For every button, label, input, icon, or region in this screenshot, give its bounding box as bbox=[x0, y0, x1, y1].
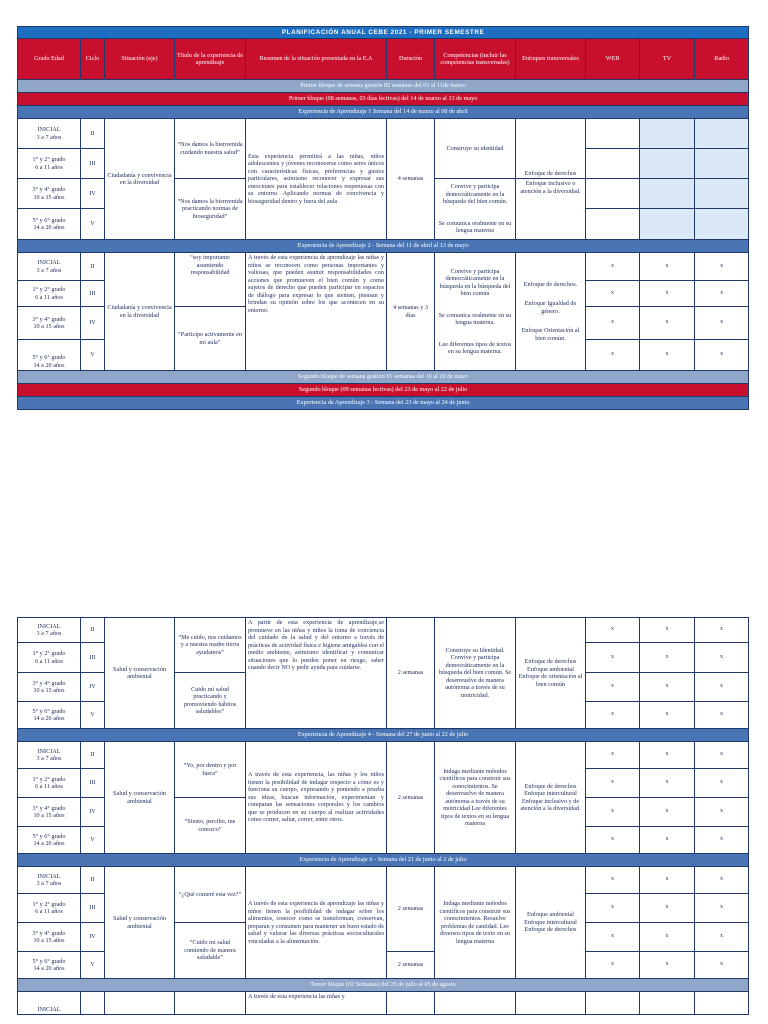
tv-mark: x bbox=[640, 798, 695, 827]
band-ea3: Experiencia de Aprendizaje 3 - Semana del 23 de mayo al 24 de junio bbox=[18, 397, 749, 410]
band-segundo-bloque: Segundo bloque (09 semanas lectivas) del 23 de mayo al 22 de julio bbox=[18, 384, 749, 397]
grade-cell: INICIAL bbox=[18, 992, 81, 1015]
radio-mark: x bbox=[695, 742, 749, 769]
competencia-cell bbox=[435, 179, 516, 240]
radio-mark: x bbox=[695, 281, 749, 307]
planning-table-page-1 bbox=[17, 26, 748, 410]
grade-cell: 5° y 6° grado 14 a 20 años bbox=[18, 827, 81, 854]
tv-mark: x bbox=[640, 742, 695, 769]
grade-cell: 1° y 2° grado 6 a 11 años bbox=[18, 149, 81, 179]
tv-mark: x bbox=[640, 618, 695, 643]
band-ea2: Experiencia de Aprendizaje 2 - Semana del 11 de abril al 13 de mayo bbox=[18, 240, 749, 253]
table-title: PLANIFICACIÓN ANUAL CEBE 2021 - PRIMER SEMESTRE bbox=[18, 27, 749, 39]
header-competencias: Competencias (incluir las competencias transversales) bbox=[435, 39, 516, 80]
grade-cell: 5° y 6° grado 14 a 20 años bbox=[18, 952, 81, 979]
duracion-cell: 2 semanas bbox=[387, 618, 435, 729]
band-bloque-gestion-2: Segundo bloque de semana gestión 01 semanas del 16 al 20 de mayo bbox=[18, 371, 749, 384]
radio-mark: x bbox=[695, 769, 749, 798]
competencia-cell: Indaga mediante métodos científicos para construir sus conocimientos. Se desenvuelve de manera autónoma a través de su motricidad Lee diferentes tipos de textos en su lengua materna bbox=[435, 742, 516, 854]
web-mark: x bbox=[586, 253, 640, 281]
radio-mark: x bbox=[695, 923, 749, 952]
competencia-cell: Construye su Identidad. Convive y participa democráticamente en la búsqueda del bien común. Se desenvuelve de manera autónoma a través de su motricidad. bbox=[435, 618, 516, 729]
cycle-cell: II bbox=[81, 867, 105, 894]
planning-table-continued bbox=[17, 617, 749, 1015]
cycle-cell: II bbox=[81, 253, 105, 281]
titulo-cell: “Siento, percibo, me conozco” bbox=[175, 798, 246, 854]
cycle-cell: V bbox=[81, 827, 105, 854]
header-web: WEB bbox=[586, 39, 640, 80]
cycle-cell: II bbox=[81, 119, 105, 149]
grade-cell: 5° y 6° grado 14 a 20 años bbox=[18, 209, 81, 240]
tv-mark: x bbox=[640, 769, 695, 798]
cycle-cell: II bbox=[81, 742, 105, 769]
enfoque-cell bbox=[516, 253, 586, 371]
resumen-cell: A través de esta experiencia, las niñas y los niños tienen la posibilidad de indagar respecto a cómo es y funciona su cuerpo, expresando y poniendo a prueba sus ideas, buscan información, experimentan y comparan las sensaciones corporales y los cambios que se producen en su cuerpo al realizar actividades como comer, saltar, correr, entre otros. bbox=[246, 742, 387, 854]
eje-cell: Salud y conservación ambiental bbox=[105, 618, 175, 729]
tv-mark: x bbox=[640, 827, 695, 854]
enfoque-text: Enfoque Orientación al bien común. bbox=[521, 327, 580, 342]
cycle-cell: II bbox=[81, 618, 105, 643]
radio-mark: x bbox=[695, 340, 749, 371]
web-mark: x bbox=[586, 742, 640, 769]
eje-cell bbox=[105, 992, 175, 1015]
tv-mark: x bbox=[640, 340, 695, 371]
grade-cell: 3° y 4° grado 10 a 15 años bbox=[18, 673, 81, 702]
duracion-cell: 4 semanas y 3 días bbox=[387, 253, 435, 371]
cycle-cell: IV bbox=[81, 923, 105, 952]
grade-cell: 5° y 6° grado 14 a 20 años bbox=[18, 340, 81, 371]
web-mark: x bbox=[586, 894, 640, 923]
grade-cell: 5° y 6° grado 14 a 20 años bbox=[18, 702, 81, 729]
tv-cell bbox=[640, 179, 695, 209]
titulo-cell: “Me cuido, nos cuidamos y a nuestra madre tierra ayudamos” bbox=[175, 618, 246, 673]
enfoque-cell: Enfoque de derechos Enfoque intercultural Enfoque inclusivo y de atención a la diversidad. bbox=[516, 742, 586, 854]
radio-mark: x bbox=[695, 307, 749, 340]
grade-cell: 3° y 4° grado 10 a 15 años bbox=[18, 307, 81, 340]
duracion-cell: 2 semanas bbox=[387, 867, 435, 952]
web-mark: x bbox=[586, 769, 640, 798]
radio-cell bbox=[695, 179, 749, 209]
titulo-cell: “¿Qué comeré esta vez?” bbox=[175, 867, 246, 923]
tv-mark: x bbox=[640, 894, 695, 923]
enfoque-cell: Enfoque ambiental Enfoque intercultural Enfoque de derechos bbox=[516, 867, 586, 979]
web-cell bbox=[586, 149, 640, 179]
resumen-cell: A través de esta experiencia de aprendizaje las niñas y niños se reconocen como personas importantes y valiosas, que pueden asumir responsabilidades con acciones que promueven el bien común y como sujetos de derecho que pueden participar en espacios de diálogo para expresar lo que sienten, piensan y brindan su opinión sobre los que acontecen en su entorno. bbox=[246, 253, 387, 371]
cycle-cell: V bbox=[81, 340, 105, 371]
titulo-cell: “Nos damos la bienvenida cuidando nuestra salud” bbox=[175, 119, 246, 179]
band-ea1: Experiencia de Aprendizaje 1 Semana del 14 de marzo al 08 de abril bbox=[18, 106, 749, 119]
cycle-cell: IV bbox=[81, 673, 105, 702]
competencia-text: Lee diferentes tipos de textos en su lengua materna. bbox=[438, 340, 512, 355]
tv-mark: x bbox=[640, 702, 695, 729]
eje-cell: Salud y conservación ambiental bbox=[105, 867, 175, 979]
titulo-cell: “Yo, por dentro y por fuera” bbox=[175, 742, 246, 798]
cycle-cell: III bbox=[81, 894, 105, 923]
duracion-cell: 2 semanas bbox=[387, 742, 435, 854]
cycle-cell: III bbox=[81, 769, 105, 798]
tv-mark: x bbox=[640, 281, 695, 307]
tv-mark: x bbox=[640, 643, 695, 673]
cycle-cell: III bbox=[81, 281, 105, 307]
titulo-cell: “Cuido mi salud comiendo de manera saludable” bbox=[175, 923, 246, 979]
header-resumen: Resumen de la situación presentada en la E.A bbox=[246, 39, 387, 80]
enfoque-cell bbox=[516, 992, 586, 1015]
web-mark: x bbox=[586, 281, 640, 307]
radio-mark: x bbox=[695, 253, 749, 281]
cycle-cell: V bbox=[81, 209, 105, 240]
grade-cell: 3° y 4° grado 10 a 15 años bbox=[18, 923, 81, 952]
radio-cell bbox=[695, 992, 749, 1015]
resumen-cell: A través de esta experiencia de aprendizaje las niñas y niños tienen la posibilidad de indagar sobre los alimentos, conocer como se transforman, conservan, preparan y consumen para mantener un buen estado de salud y valorar las diversas prácticas socioculturales vinculadas a la alimentación. bbox=[246, 867, 387, 979]
enfoque-text: Enfoque de derechos. bbox=[523, 280, 578, 288]
header-titulo: Título de la experiencia de aprendizaje bbox=[175, 39, 246, 80]
radio-cell bbox=[695, 149, 749, 179]
competencia-text: Se comunica oralmente en su lengua materna. bbox=[438, 311, 512, 326]
web-mark: x bbox=[586, 702, 640, 729]
grade-cell: 3° y 4° grado 10 a 15 años bbox=[18, 798, 81, 827]
radio-cell bbox=[695, 119, 749, 149]
web-mark: x bbox=[586, 673, 640, 702]
tv-mark: x bbox=[640, 673, 695, 702]
eje-cell: Ciudadanía y convivencia en la diversidad bbox=[105, 119, 175, 240]
duracion-cell: 4 semanas bbox=[387, 119, 435, 240]
duracion-cell: 2 semanas bbox=[387, 952, 435, 979]
header-situacion: Situación (eje) bbox=[105, 39, 175, 80]
tv-cell bbox=[640, 209, 695, 240]
competencia-cell bbox=[435, 253, 516, 371]
web-mark: x bbox=[586, 643, 640, 673]
header-grado: Grado Edad bbox=[18, 39, 81, 80]
header-tv: TV bbox=[640, 39, 695, 80]
grade-cell: INICIAL 3 a 7 años bbox=[18, 742, 81, 769]
web-mark: x bbox=[586, 307, 640, 340]
tv-mark: x bbox=[640, 952, 695, 979]
radio-mark: x bbox=[695, 618, 749, 643]
radio-mark: x bbox=[695, 867, 749, 894]
cycle-cell: V bbox=[81, 702, 105, 729]
band-bloque-gestion-1: Primer bloque de semana gestión 02 semanas del 01 al 11de marzo bbox=[18, 80, 749, 93]
eje-cell: Salud y conservación ambiental bbox=[105, 742, 175, 854]
radio-mark: x bbox=[695, 643, 749, 673]
cycle-cell: IV bbox=[81, 798, 105, 827]
web-mark: x bbox=[586, 952, 640, 979]
web-mark: x bbox=[586, 798, 640, 827]
titulo-cell bbox=[175, 992, 246, 1015]
cycle-cell: III bbox=[81, 149, 105, 179]
cycle-cell: V bbox=[81, 952, 105, 979]
titulo-cell: “Nos damos la bienvenida practicando normas de bioseguridad” bbox=[175, 179, 246, 240]
radio-mark: x bbox=[695, 702, 749, 729]
eje-cell: Ciudadanía y convivencia en la diversidad bbox=[105, 253, 175, 371]
competencia-text: Convive y participa democráticamente en la búsqueda en la búsqueda del bien común bbox=[439, 267, 511, 297]
tv-mark: x bbox=[640, 253, 695, 281]
band-tercer-bloque: Tercer bloque (02 Semanas) del 25 de julio al 05 de agosto bbox=[18, 979, 749, 992]
radio-mark: x bbox=[695, 827, 749, 854]
web-mark: x bbox=[586, 923, 640, 952]
header-ciclo: Ciclo bbox=[81, 39, 105, 80]
tv-mark: x bbox=[640, 923, 695, 952]
competencia-text: Convive y participa democráticamente en la búsqueda del bien común. bbox=[442, 183, 508, 206]
tv-mark: x bbox=[640, 307, 695, 340]
web-mark: x bbox=[586, 618, 640, 643]
grade-cell: INICIAL 3 a 7 años bbox=[18, 119, 81, 149]
resumen-cell: A partir de esta experiencia de aprendizaje,se promueve en las niñas y niños la toma de conciencia del cuidado de la salud y del entorno a través de prácticas de actividad física e higiene amigables con el medio ambiente, asimismo identificar y comunicar situaciones que lo pueden poner en riesgo, saber cuando decir NO y pedir ayuda para cuidarse. bbox=[246, 618, 387, 729]
tv-cell bbox=[640, 119, 695, 149]
grade-cell: INICIAL 3 a 7 años bbox=[18, 253, 81, 281]
tv-mark: x bbox=[640, 867, 695, 894]
planning-table bbox=[17, 26, 749, 410]
band-primer-bloque: Primer bloque (08 semanas, 03 días lectivas) del 14 de marzo al 13 de mayo bbox=[18, 93, 749, 106]
web-cell bbox=[586, 179, 640, 209]
resumen-cell: Esta experiencia permitirá a las niñas, niños adolescentes y jóvenes reconocerse como seres únicos con características físicas, preferencias y gustos particulares, asimismo reconocer y expresar sus emociones para establecer relaciones respetuosas con su entorno. Aplicando normas de convivencia y bioseguridad dentro y fuera del aula bbox=[246, 119, 387, 240]
web-cell bbox=[586, 119, 640, 149]
resumen-cell: A través de esta experiencia las niñas y bbox=[246, 992, 387, 1015]
web-mark: x bbox=[586, 340, 640, 371]
cycle-cell: IV bbox=[81, 307, 105, 340]
web-mark: x bbox=[586, 827, 640, 854]
competencia-cell: Indaga mediante métodos científicos para construir sus conocimientos. Resuelve problemas de cantidad. Lee diversos tipos de texto en su lengua materna bbox=[435, 867, 516, 979]
cycle-cell: III bbox=[81, 643, 105, 673]
cycle-cell: IV bbox=[81, 179, 105, 209]
titulo-cell: Cuido mi salud practicando y promoviendo hábitos saludables” bbox=[175, 673, 246, 729]
grade-cell: 1° y 2° grado 6 a 11 años bbox=[18, 769, 81, 798]
planning-table-page-2 bbox=[17, 617, 748, 1015]
grade-cell: 1° y 2° grado 6 a 11 años bbox=[18, 643, 81, 673]
enfoque-cell: Enfoque de derechos Enfoque ambiental Enfoque de orientación al bien común bbox=[516, 618, 586, 729]
grade-cell: INICIAL 3 a 7 años bbox=[18, 867, 81, 894]
competencia-cell bbox=[435, 992, 516, 1015]
web-mark: x bbox=[586, 867, 640, 894]
duracion-cell bbox=[387, 992, 435, 1015]
header-radio: Radio bbox=[695, 39, 749, 80]
radio-mark: x bbox=[695, 952, 749, 979]
competencia-text: Se comunica oralmente en su lengua materna bbox=[438, 219, 512, 235]
radio-mark: x bbox=[695, 894, 749, 923]
radio-mark: x bbox=[695, 798, 749, 827]
header-enfoques: Enfoques transversales bbox=[516, 39, 586, 80]
band-ea6: Experiencia de Aprendizaje 6 - Semana del 21 de junio al 2 de julio bbox=[18, 854, 749, 867]
web-cell bbox=[586, 209, 640, 240]
titulo-cell: “Participo activamente en mi aula” bbox=[175, 307, 246, 371]
titulo-cell: “soy importante asumiendo responsabilidad bbox=[175, 253, 246, 307]
grade-cell: 1° y 2° grado 6 a 11 años bbox=[18, 281, 81, 307]
radio-mark: x bbox=[695, 673, 749, 702]
enfoque-cell: Enfoque de derechos bbox=[516, 119, 586, 179]
competencia-cell: Construye su identidad bbox=[435, 119, 516, 179]
grade-cell: 1° y 2° grado 6 a 11 años bbox=[18, 894, 81, 923]
enfoque-cell: Enfoque inclusivo o atención a la diversidad. bbox=[516, 179, 586, 240]
band-ea4: Experiencia de Aprendizaje 4 - Semana del 27 de junio al 22 de julio bbox=[18, 729, 749, 742]
web-cell bbox=[586, 992, 640, 1015]
header-duracion: Duración bbox=[387, 39, 435, 80]
radio-cell bbox=[695, 209, 749, 240]
grade-cell: 3° y 4° grado 10 a 15 años bbox=[18, 179, 81, 209]
cycle-cell bbox=[81, 992, 105, 1015]
tv-cell bbox=[640, 149, 695, 179]
grade-cell: INICIAL 3 a 7 años bbox=[18, 618, 81, 643]
enfoque-text: Enfoque Igualdad de género. bbox=[524, 300, 577, 315]
tv-cell bbox=[640, 992, 695, 1015]
